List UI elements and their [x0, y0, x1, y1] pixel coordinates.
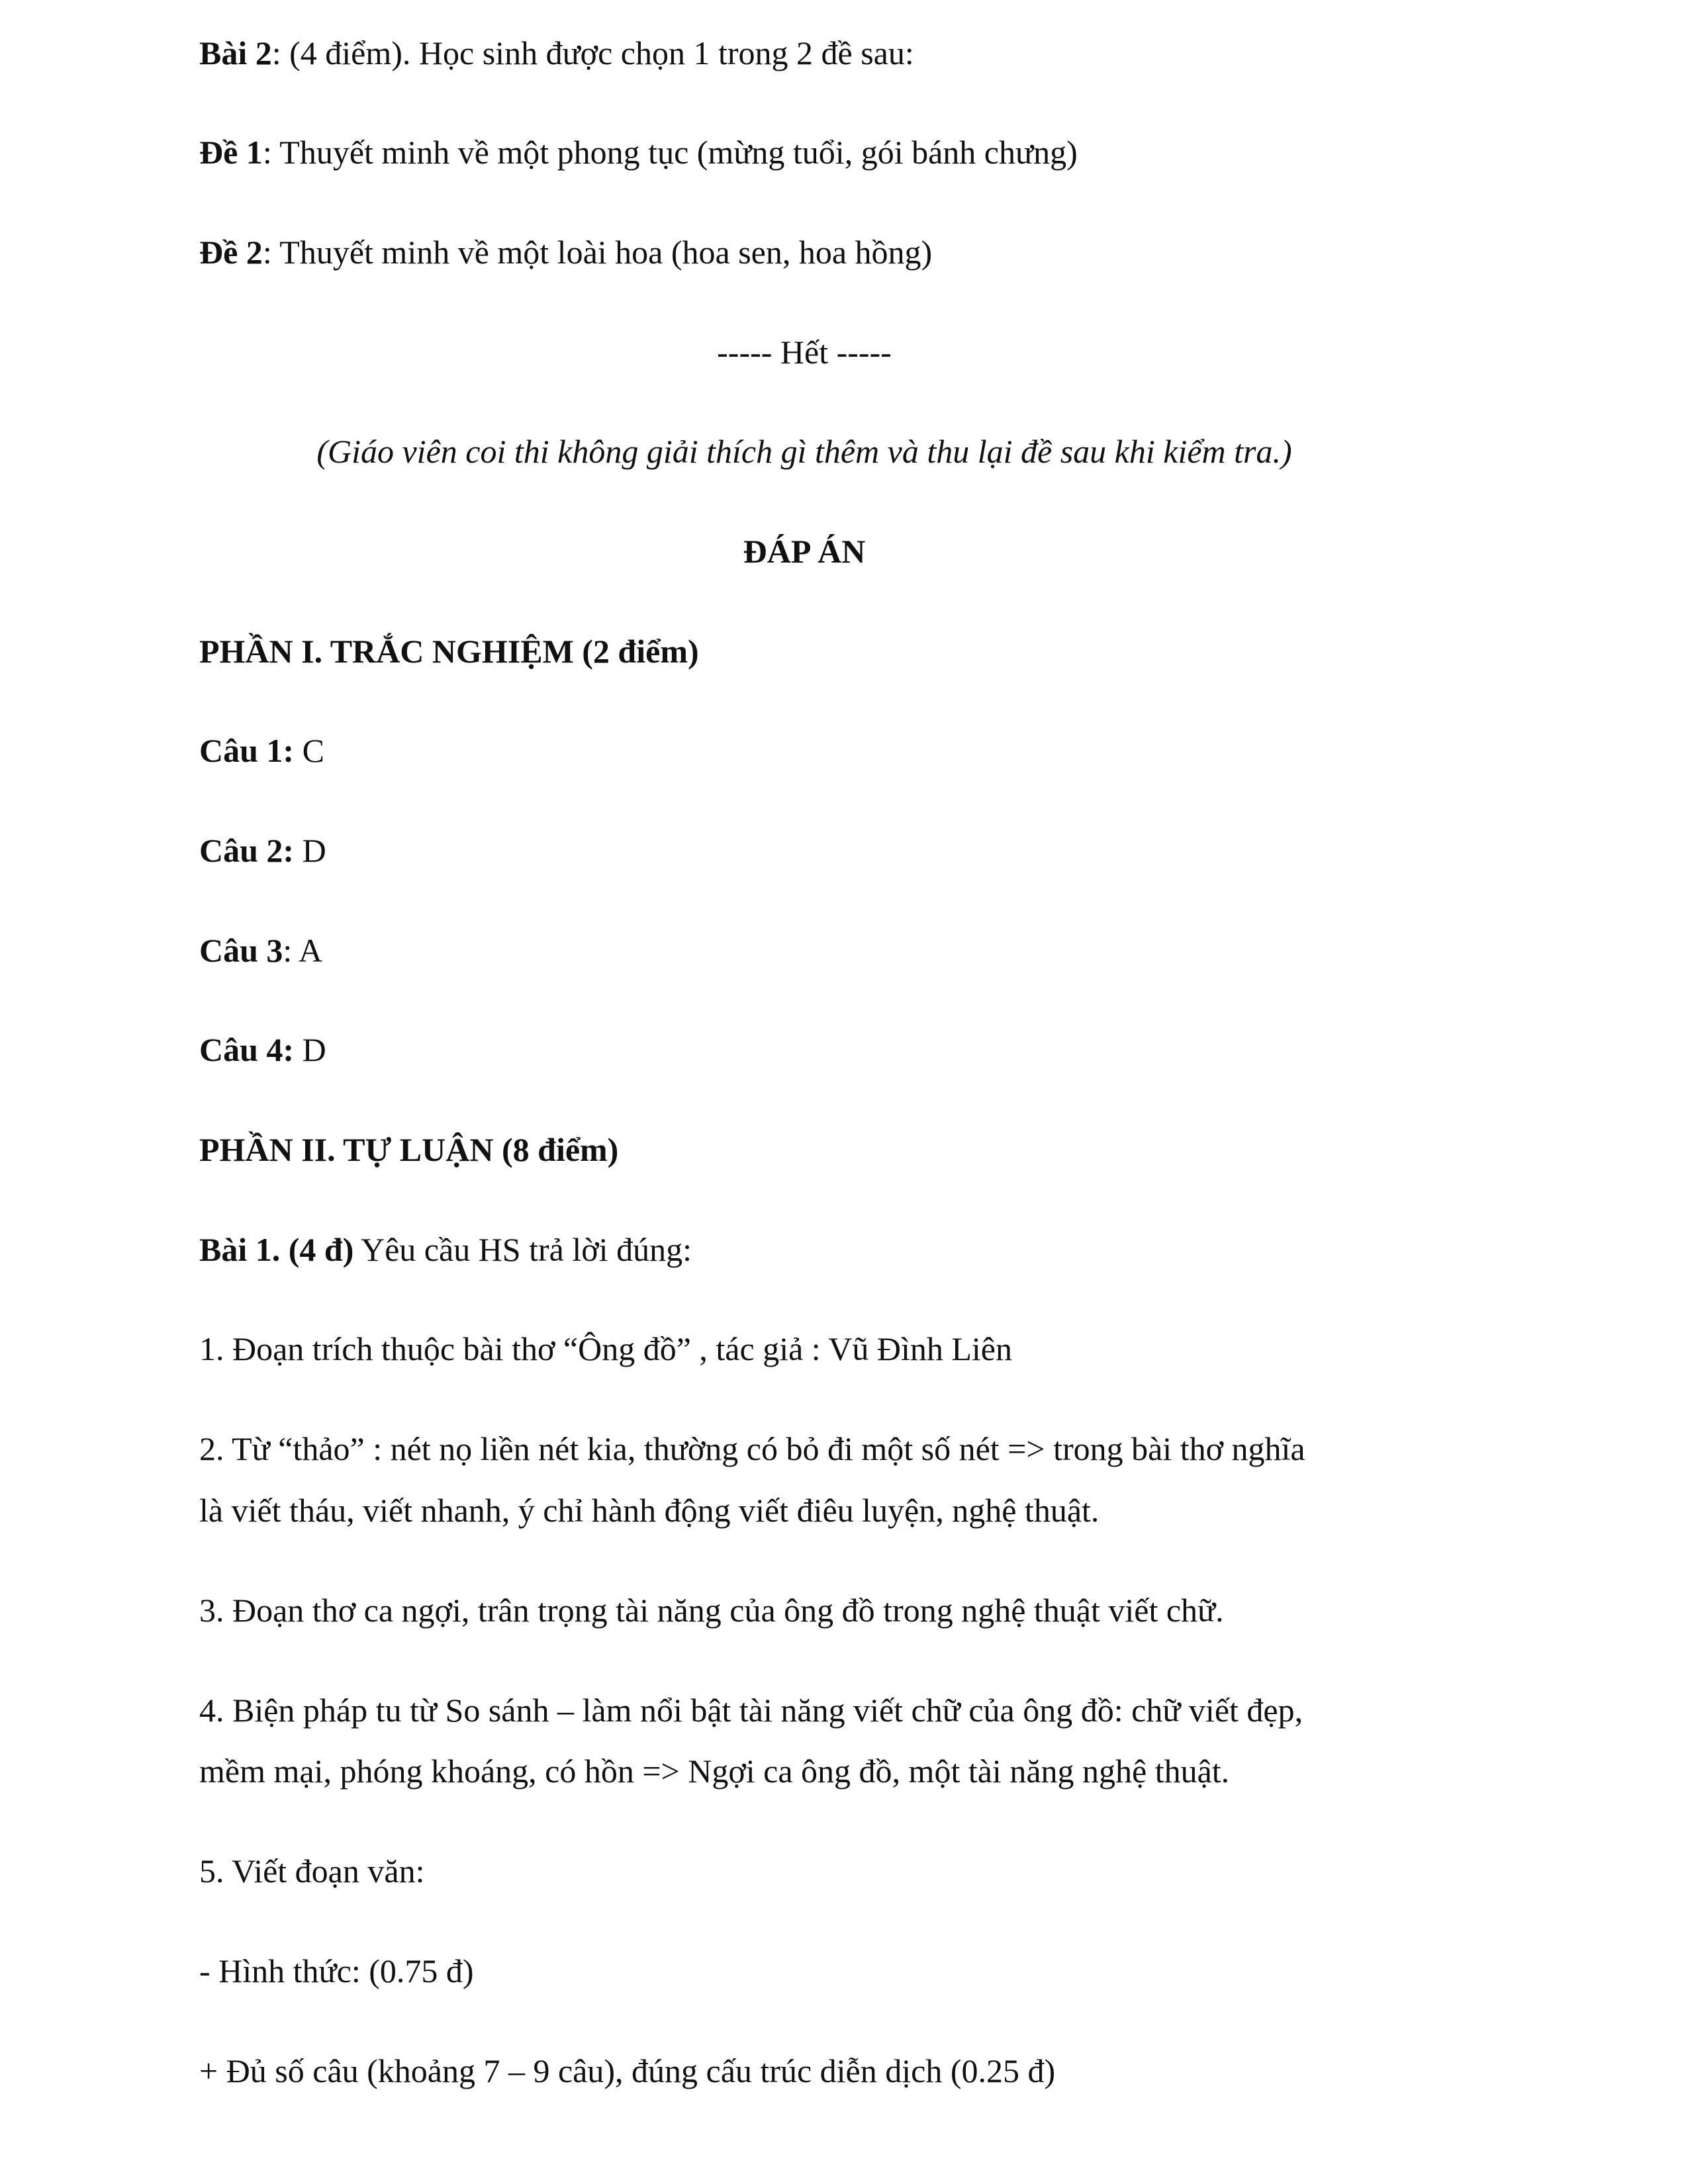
de1-line — [199, 132, 1078, 172]
question-3-answer: : A — [283, 932, 323, 969]
de2-text: : Thuyết minh về một loài hoa (hoa sen, hoa hồng) — [262, 234, 933, 271]
answer-item-2-line-2: là viết tháu, viết nhanh, ý chỉ hành động viết điêu luyện, nghệ thuật. — [199, 1492, 1100, 1529]
bai2-text: : (4 điểm). Học sinh được chọn 1 trong 2 đề sau: — [271, 34, 914, 71]
question-2-answer: D — [294, 832, 326, 869]
bai1-text: Yêu cầu HS trả lời đúng: — [353, 1231, 692, 1268]
answer-item-3: 3. Đoạn thơ ca ngợi, trân trọng tài năng của ông đồ trong nghệ thuật viết chữ. — [199, 1592, 1224, 1629]
de1-label: Đề 1 — [199, 134, 263, 171]
question-2 — [199, 831, 326, 870]
answer-item-5: 5. Viết đoạn văn: — [199, 1852, 425, 1889]
question-4-label: Câu 4: — [199, 1031, 295, 1068]
form-criteria: - Hình thức: (0.75 đ) — [199, 1952, 474, 1989]
bai1-line — [199, 1230, 692, 1269]
answer-item-4-line-1: 4. Biện pháp tu từ So sánh – làm nổi bật tài năng viết chữ của ông đồ: chữ viết đẹp, — [199, 1692, 1303, 1729]
de1-text: : Thuyết minh về một phong tục (mừng tuổi, gói bánh chưng) — [262, 134, 1078, 171]
question-4 — [199, 1030, 326, 1069]
answer-title: ĐÁP ÁN — [743, 533, 866, 570]
bai2-label: Bài 2 — [199, 34, 272, 71]
answer-item-4-line-2: mềm mại, phóng khoáng, có hồn => Ngợi ca ông đồ, một tài năng nghệ thuật. — [199, 1752, 1230, 1790]
question-1 — [199, 731, 324, 770]
bai2-line — [199, 33, 914, 73]
question-1-label: Câu 1: — [199, 732, 295, 769]
question-2-label: Câu 2: — [199, 832, 295, 869]
answer-item-1: 1. Đoạn trích thuộc bài thơ “Ông đồ” , tác giả : Vũ Đình Liên — [199, 1330, 1013, 1367]
answer-item-2-line-1: 2. Từ “thảo” : nét nọ liền nét kia, thường có bỏ đi một số nét => trong bài thơ nghĩa — [199, 1430, 1305, 1467]
de2-line — [199, 232, 932, 272]
part1-heading: PHẦN I. TRẮC NGHIỆM (2 điểm) — [199, 633, 699, 670]
bai1-label: Bài 1. (4 đ) — [199, 1231, 354, 1268]
part2-heading: PHẦN II. TỰ LUẬN (8 điểm) — [199, 1131, 619, 1168]
proctor-note: (Giáo viên coi thi không giải thích gì thêm và thu lại đề sau khi kiểm tra.) — [316, 433, 1292, 470]
question-3-label: Câu 3 — [199, 932, 283, 969]
question-4-answer: D — [294, 1031, 326, 1068]
question-3 — [199, 931, 322, 970]
end-mark: ----- Hết ----- — [717, 334, 892, 371]
form-subcriteria: + Đủ số câu (khoảng 7 – 9 câu), đúng cấu trúc diễn dịch (0.25 đ) — [199, 2052, 1056, 2089]
question-1-answer: C — [294, 732, 324, 769]
de2-label: Đề 2 — [199, 234, 263, 271]
